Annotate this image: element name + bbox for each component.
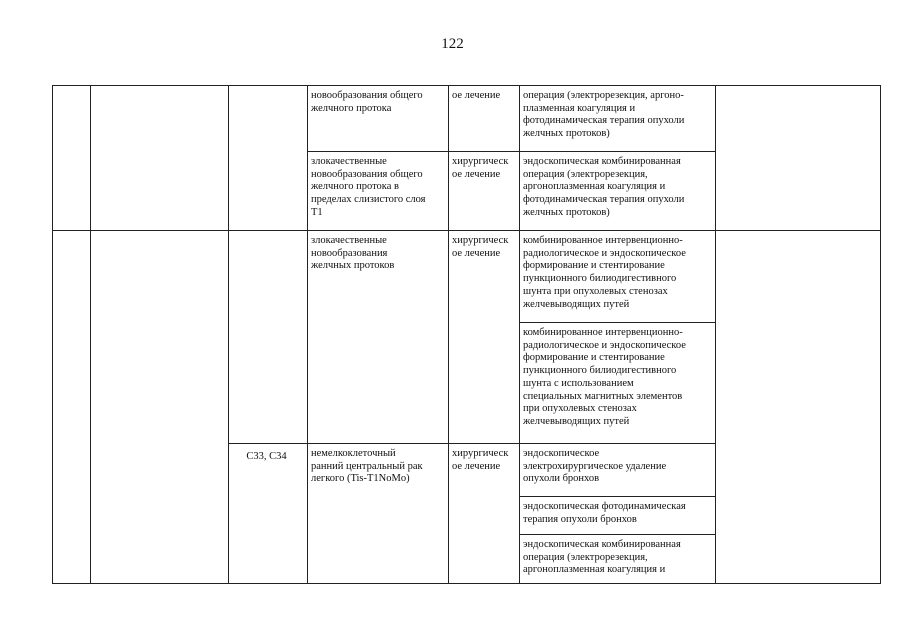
- empty-cell-number: [53, 231, 91, 584]
- treatment-type-cell: хирургическ ое лечение: [449, 444, 520, 584]
- treatment-type-cell: хирургическ ое лечение: [449, 231, 520, 444]
- treatment-method-cell: комбинированное интервенционно- радиологическое и эндоскопическое формирование и стентирование пункционного билиодигестивного шунта при опухолевых стенозах желчевыводящих путей: [520, 231, 716, 323]
- disease-cell: злокачественные новообразования общего желчного протока в пределах слизистого слоя T1: [308, 152, 449, 231]
- empty-cell-profile: [91, 86, 229, 231]
- treatment-method-cell: эндоскопическая комбинированная операция (электрорезекция, аргоноплазменная коагуляция и: [520, 535, 716, 584]
- disease-cell: новообразования общего желчного протока: [308, 86, 449, 152]
- treatment-method-cell: эндоскопическая комбинированная операция (электрорезекция, аргоноплазменная коагуляция и фотодинамическая терапия опухоли желчных протоков): [520, 152, 716, 231]
- disease-cell: немелкоклеточный ранний центральный рак легкого (Tis-T1NoMo): [308, 444, 449, 584]
- code-cell: C33, C34: [229, 444, 308, 584]
- empty-cell-code: [229, 231, 308, 444]
- empty-cell-profile: [91, 231, 229, 584]
- empty-cell-number: [53, 86, 91, 231]
- empty-cell-cost: [716, 86, 881, 231]
- treatment-method-cell: эндоскопическая фотодинамическая терапия опухоли бронхов: [520, 497, 716, 535]
- medical-procedures-table: [52, 85, 881, 584]
- treatment-method-cell: комбинированное интервенционно- радиологическое и эндоскопическое формирование и стентирование пункционного билиодигестивного шунта с использованием специальных магнитных элементов при опухолевых стенозах желчевыводящих путей: [520, 323, 716, 444]
- empty-cell-cost: [716, 231, 881, 584]
- page-number: 122: [441, 36, 464, 52]
- treatment-type-cell: ое лечение: [449, 86, 520, 152]
- table-row: [53, 231, 881, 323]
- treatment-method-cell: операция (электрорезекция, аргоно- плазменная коагуляция и фотодинамическая терапия опухоли желчных протоков): [520, 86, 716, 152]
- empty-cell-code: [229, 86, 308, 231]
- table-row: [53, 86, 881, 152]
- treatment-method-cell: эндоскопическое электрохирургическое удаление опухоли бронхов: [520, 444, 716, 497]
- treatment-type-cell: хирургическ ое лечение: [449, 152, 520, 231]
- disease-cell: злокачественные новообразования желчных протоков: [308, 231, 449, 444]
